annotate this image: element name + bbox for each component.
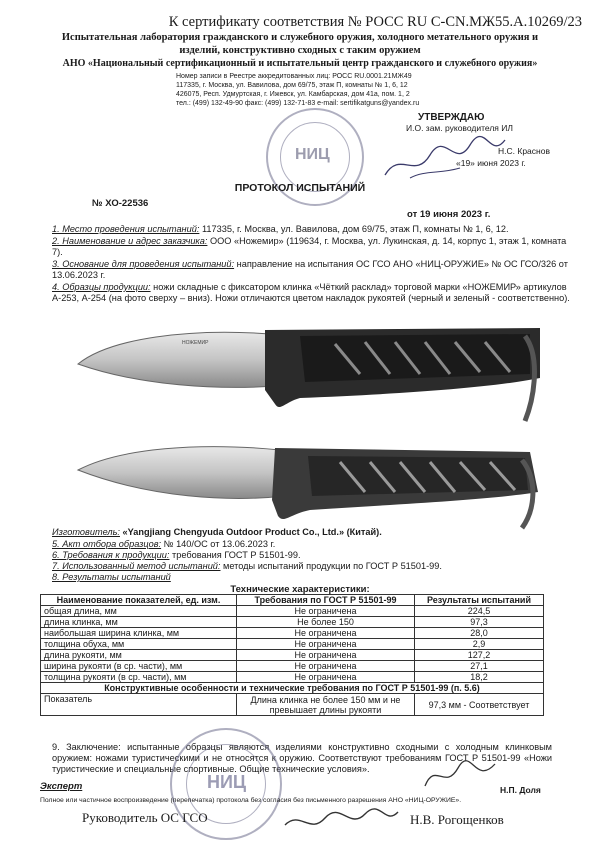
item-5 — [52, 539, 572, 550]
reproduction-notice: Полное или частичное воспроизведение (перепечатка) протокола без согласия без письменного разрешения АНО «НИЦ-ОРУЖИЕ». — [40, 797, 462, 804]
table-cell: Не ограничена — [237, 650, 415, 661]
table-cell: 97,3 — [415, 617, 544, 628]
table-row — [41, 617, 544, 628]
header-cell: Требования по ГОСТ Р 51501-99 — [237, 595, 415, 606]
table-cell: толщина рукояти (в ср. части), мм — [41, 672, 237, 683]
tech-table-section2 — [41, 683, 544, 694]
manufacturer-text: «Yangjiang Chengyuda Outdoor Product Co., Ltd.» (Китай). — [122, 527, 382, 537]
lab-name-line2: изделий, конструктивно сходных с таким оружием — [179, 45, 421, 56]
item-4 — [52, 282, 572, 304]
knife-photo-a253 — [70, 316, 540, 426]
item-5-label: 5. Акт отбора образцов: — [52, 539, 162, 549]
table-cell: 27,1 — [415, 661, 544, 672]
table-cell: 18,2 — [415, 672, 544, 683]
approval-date: «19» июня 2023 г. — [456, 158, 526, 168]
table-cell: 28,0 — [415, 628, 544, 639]
protocol-number: № ХО-22536 — [92, 198, 149, 209]
conclusion: 9. Заключение: испытанные образцы являются изделиями конструктивно сходными с холодным клинковым оружием: ножами туристическими и не относятся к оружию. Соответствуют требованиям ГОСТ Р 51501-99 «Ножи туристические и специальные спортивные. Общие технические условия». — [52, 742, 552, 774]
item-8 — [52, 572, 572, 583]
table-cell: наибольшая ширина клинка, мм — [41, 628, 237, 639]
item-1-text: 117335, г. Москва, ул. Вавилова, дом 69/75, этаж П, комнаты № 1, 6, 12. — [201, 224, 509, 234]
item-7-label: 7. Использованный метод испытаний: — [52, 561, 221, 571]
approval-title: УТВЕРЖДАЮ — [418, 112, 485, 123]
tech-table-header — [41, 595, 544, 606]
item-4-label: 4. Образцы продукции: — [52, 282, 151, 292]
contact-line: тел.: (499) 132-49-90 факс: (499) 132-71-83 e-mail: sertifikatguns@yandex.ru — [176, 100, 420, 107]
expert-signature — [420, 756, 500, 796]
table-cell: Длина клинка не более 150 мм и не превышает длины рукояти — [237, 694, 415, 716]
table-cell: Показатель — [41, 694, 237, 716]
item-3 — [52, 259, 572, 281]
table-cell: длина рукояти, мм — [41, 650, 237, 661]
table-cell: 127,2 — [415, 650, 544, 661]
table-row — [41, 672, 544, 683]
table-row — [41, 639, 544, 650]
item-5-text: № 140/ОС от 13.06.2023 г. — [163, 539, 276, 549]
table-cell: общая длина, мм — [41, 606, 237, 617]
tech-table — [40, 594, 544, 716]
table-row — [41, 694, 544, 716]
approval-role: И.О. зам. руководителя ИЛ — [406, 123, 513, 133]
table-cell: 97,3 мм - Соответствует — [415, 694, 544, 716]
lab-name-line1: Испытательная лаборатория гражданского и служебного оружия, холодного метательного оружия и — [61, 32, 539, 43]
approval-signature — [380, 130, 510, 190]
table-cell: Не ограничена — [237, 628, 415, 639]
table-cell: Не ограничена — [237, 672, 415, 683]
expert-label: Эксперт — [40, 781, 83, 792]
protocol-date: от 19 июня 2023 г. — [407, 209, 491, 220]
address-moscow: 117335, г. Москва, ул. Вавилова, дом 69/75, этаж П, комнаты № 1, 6, 12 — [176, 82, 408, 89]
table-cell: толщина обуха, мм — [41, 639, 237, 650]
item-6-label: 6. Требования к продукции: — [52, 550, 170, 560]
expert-name: Н.П. Доля — [500, 785, 541, 795]
tech-table-caption: Технические характеристики: — [230, 584, 370, 595]
item-3-text: направление на испытания ОС ГСО АНО «НИЦ-ОРУЖИЕ» № ОС ГСО/326 от 13.06.2023 г. — [52, 259, 568, 280]
item-1-label: 1. Место проведения испытаний: — [52, 224, 200, 234]
table-row — [41, 661, 544, 672]
certificate-reference: К сертификату соответствия № РОСС RU С-CN.МЖ55.А.10269/23 — [168, 14, 582, 30]
item-8-label: 8. Результаты испытаний — [52, 572, 171, 582]
protocol-title: ПРОТОКОЛ ИСПЫТАНИЙ — [234, 182, 366, 194]
table-cell: 2,9 — [415, 639, 544, 650]
table-row — [41, 628, 544, 639]
table-cell: Не ограничена — [237, 639, 415, 650]
item-2-label: 2. Наименование и адрес заказчика: — [52, 236, 208, 246]
table-cell: Не более 150 — [237, 617, 415, 628]
head-name: Н.В. Рогощенков — [410, 812, 504, 827]
item-6 — [52, 550, 572, 561]
registry-record: Номер записи в Реестре аккредитованных лиц: РОСС RU.0001.21МЖ49 — [176, 73, 412, 80]
table-cell: Не ограничена — [237, 606, 415, 617]
table-cell: длина клинка, мм — [41, 617, 237, 628]
table-cell: ширина рукояти (в ср. части), мм — [41, 661, 237, 672]
table-cell: Не ограничена — [237, 661, 415, 672]
address-izhevsk: 426075, Респ. Удмуртская, г. Ижевск, ул. Камбарская, дом 41а, пом. 1, 2 — [176, 91, 410, 98]
table-row — [41, 606, 544, 617]
approval-name: Н.С. Краснов — [498, 146, 550, 156]
item-4-text: ножи складные с фиксатором клинка «Чёткий расклад» торговой марки «НОЖЕМИР» артикулов А-253, А-254 (на фото сверху – вниз). Ножи отличаются цветом накладок рукоятей (черный и зеленый - соответственно). — [52, 282, 570, 303]
header-cell: Результаты испытаний — [415, 595, 544, 606]
header-cell: Наименование показателей, ед. изм. — [41, 595, 237, 606]
organization-name: АНО «Национальный сертификационный и испытательный центр гражданского и служебного оружия» — [62, 58, 538, 69]
stamp-center-text: НИЦ — [295, 146, 330, 163]
manufacturer — [52, 527, 572, 538]
item-1 — [52, 224, 572, 235]
head-signature — [280, 800, 400, 840]
item-2 — [52, 236, 572, 258]
head-role: Руководитель ОС ГСО — [82, 810, 208, 825]
item-6-text: требования ГОСТ Р 51501-99. — [172, 550, 301, 560]
table-row — [41, 650, 544, 661]
item-7-text: методы испытаний продукции по ГОСТ Р 51501-99. — [223, 561, 442, 571]
section2-title: Конструктивные особенности и технические требования по ГОСТ Р 51501-99 (п. 5.6) — [41, 683, 544, 694]
knife-photo-a254 — [70, 430, 540, 530]
stamp-center-text: НИЦ — [207, 772, 247, 792]
table-cell: 224,5 — [415, 606, 544, 617]
item-2-text: ООО «Ножемир» (119634, г. Москва, ул. Лукинская, д. 14, корпус 1, этаж 1, комната 7). — [52, 236, 567, 257]
item-3-label: 3. Основание для проведения испытаний: — [52, 259, 235, 269]
knife-marking: НОЖЕМИР — [182, 340, 209, 346]
manufacturer-label: Изготовитель: — [52, 527, 120, 537]
item-7 — [52, 561, 572, 572]
